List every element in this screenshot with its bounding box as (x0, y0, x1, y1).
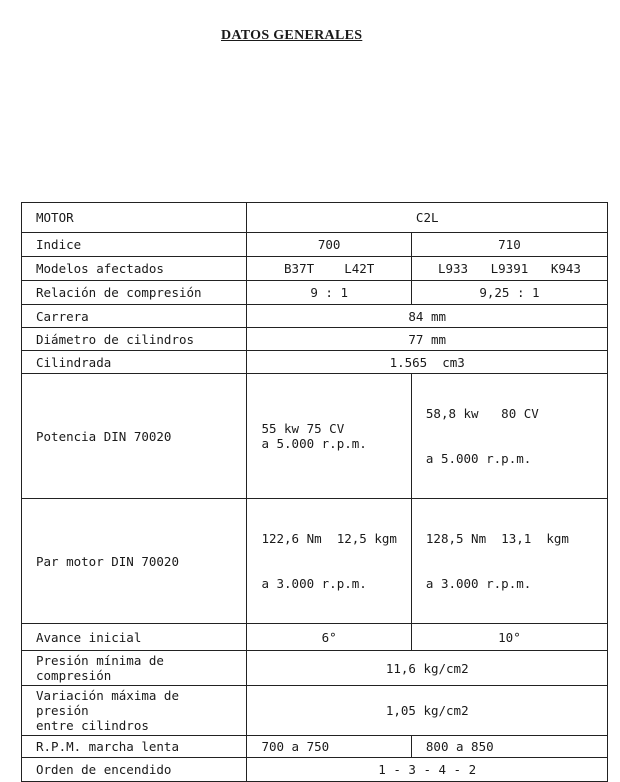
value-line-2: a 3.000 r.p.m. (261, 576, 367, 591)
value-700: 6° (247, 624, 411, 651)
table-row (22, 758, 608, 782)
value-710 (411, 374, 607, 499)
table-header-row (22, 203, 608, 233)
row-label: Par motor DIN 70020 (22, 499, 247, 624)
table-row (22, 281, 608, 305)
table-row (22, 351, 608, 374)
table-row (22, 328, 608, 351)
value-line-2: a 5.000 r.p.m. (261, 436, 367, 451)
value-both: 11,6 kg/cm2 (247, 651, 608, 686)
table-row (22, 257, 608, 281)
table-row (22, 499, 608, 624)
row-label: Potencia DIN 70020 (22, 374, 247, 499)
value-700: 700 (247, 233, 411, 257)
row-label: Orden de encendido (22, 758, 247, 782)
row-label: Presión mínima de compresión (22, 651, 247, 686)
value-700: B37T L42T (247, 257, 411, 281)
value-both: 1 - 3 - 4 - 2 (247, 758, 608, 782)
value-710: 9,25 : 1 (411, 281, 607, 305)
value-710 (411, 499, 607, 624)
value-both: 84 mm (247, 305, 608, 328)
label-line-1: Variación máxima de presión (36, 688, 179, 718)
table-row (22, 686, 608, 736)
specs-table (21, 202, 608, 782)
table-row (22, 736, 608, 758)
row-label: Carrera (22, 305, 247, 328)
value-710: 10° (411, 624, 607, 651)
value-line-1: 55 kw 75 CV (261, 421, 345, 436)
table-row (22, 624, 608, 651)
value-710: L933 L9391 K943 (411, 257, 607, 281)
header-motor: MOTOR (22, 203, 247, 233)
header-engine: C2L (247, 203, 608, 233)
row-label (22, 686, 247, 736)
value-line-1: 122,6 Nm 12,5 kgm (261, 531, 397, 546)
value-both: 77 mm (247, 328, 608, 351)
row-label: Avance inicial (22, 624, 247, 651)
table-row (22, 233, 608, 257)
table-row (22, 305, 608, 328)
value-line-1: 128,5 Nm 13,1 kgm (425, 531, 569, 546)
page-title: DATOS GENERALES (221, 28, 363, 43)
value-710: 710 (411, 233, 607, 257)
value-both: 1,05 kg/cm2 (247, 686, 608, 736)
row-label: Cilindrada (22, 351, 247, 374)
label-line-2: entre cilindros (36, 718, 149, 733)
value-line-1: 58,8 kw 80 CV (425, 406, 539, 421)
row-label: Modelos afectados (22, 257, 247, 281)
value-line-2: a 3.000 r.p.m. (425, 576, 532, 591)
row-label: Relación de compresión (22, 281, 247, 305)
table-row (22, 374, 608, 499)
row-label: Indice (22, 233, 247, 257)
value-700: 9 : 1 (247, 281, 411, 305)
value-710: 800 a 850 (411, 736, 607, 758)
value-700 (247, 499, 411, 624)
row-label: Diámetro de cilindros (22, 328, 247, 351)
value-both: 1.565 cm3 (247, 351, 608, 374)
value-line-2: a 5.000 r.p.m. (425, 451, 532, 466)
value-700 (247, 374, 411, 499)
value-700: 700 a 750 (247, 736, 411, 758)
row-label: R.P.M. marcha lenta (22, 736, 247, 758)
table-row (22, 651, 608, 686)
